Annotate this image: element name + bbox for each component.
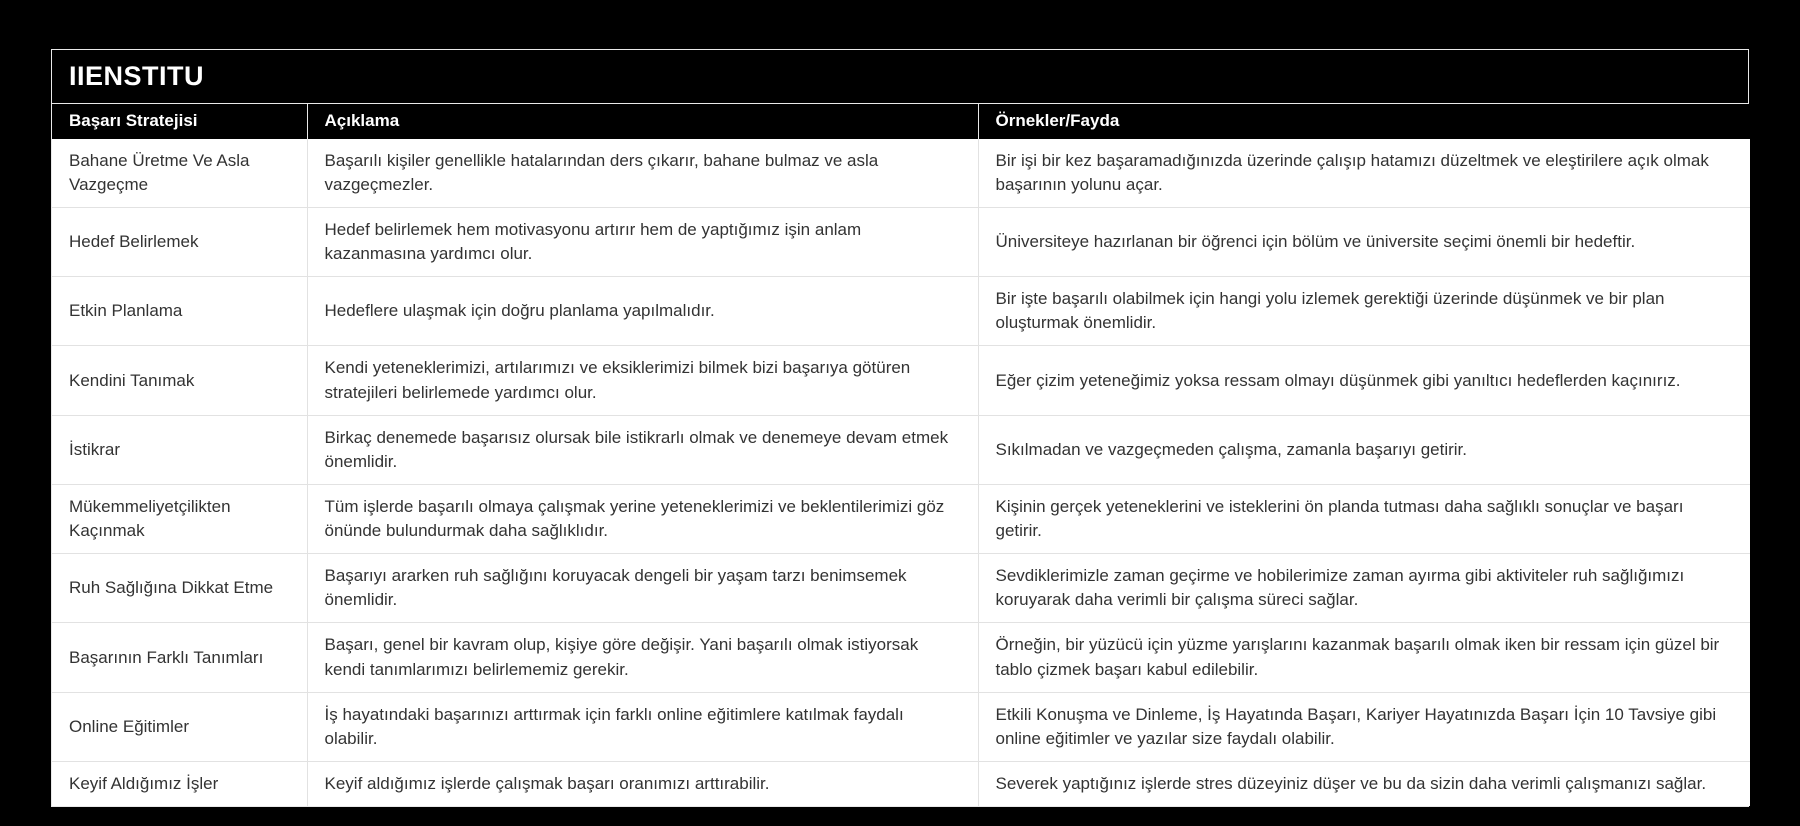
cell-description: Birkaç denemede başarısız olursak bile istikrarlı olmak ve denemeye devam etmek önemlidir. (307, 415, 978, 484)
cell-description: Hedef belirlemek hem motivasyonu artırır hem de yaptığımız işin anlam kazanmasına yardımcı olur. (307, 207, 978, 276)
cell-strategy: Keyif Aldığımız İşler (52, 761, 307, 806)
cell-description: Başarılı kişiler genellikle hatalarından ders çıkarır, bahane bulmaz ve asla vazgeçmezler. (307, 139, 978, 208)
cell-strategy: Başarının Farklı Tanımları (52, 623, 307, 692)
cell-example: Sıkılmadan ve vazgeçmeden çalışma, zamanla başarıyı getirir. (978, 415, 1750, 484)
cell-example: Bir işi bir kez başaramadığınızda üzerinde çalışıp hatamızı düzeltmek ve eleştirilere açık olmak başarının yolunu açar. (978, 139, 1750, 208)
success-strategies-table (52, 104, 1750, 806)
table-row (52, 346, 1750, 415)
cell-description: İş hayatındaki başarınızı arttırmak için farklı online eğitimlere katılmak faydalı olabilir. (307, 692, 978, 761)
cell-example: Kişinin gerçek yeteneklerini ve isteklerini ön planda tutması daha sağlıklı sonuçlar ve başarı getirir. (978, 484, 1750, 553)
title-bar (52, 50, 1748, 104)
cell-strategy: Hedef Belirlemek (52, 207, 307, 276)
brand-title: IIENSTITU (69, 61, 205, 91)
table-row (52, 554, 1750, 623)
column-header-3: Örnekler/Fayda (978, 104, 1750, 139)
cell-strategy: Online Eğitimler (52, 692, 307, 761)
cell-strategy: Etkin Planlama (52, 277, 307, 346)
cell-strategy: İstikrar (52, 415, 307, 484)
column-header-2: Açıklama (307, 104, 978, 139)
cell-strategy: Ruh Sağlığına Dikkat Etme (52, 554, 307, 623)
table-row (52, 207, 1750, 276)
column-header-1: Başarı Stratejisi (52, 104, 307, 139)
cell-strategy: Bahane Üretme Ve Asla Vazgeçme (52, 139, 307, 208)
table-row (52, 139, 1750, 208)
cell-example: Severek yaptığınız işlerde stres düzeyiniz düşer ve bu da sizin daha verimli çalışmanızı sağlar. (978, 761, 1750, 806)
cell-example: Örneğin, bir yüzücü için yüzme yarışlarını kazanmak başarılı olmak iken bir ressam için güzel bir tablo çizmek başarı kabul edilebilir. (978, 623, 1750, 692)
cell-example: Etkili Konuşma ve Dinleme, İş Hayatında Başarı, Kariyer Hayatınızda Başarı İçin 10 Tavsiye gibi online eğitimler ve yazılar size faydalı olabilir. (978, 692, 1750, 761)
cell-description: Kendi yeteneklerimizi, artılarımızı ve eksiklerimizi bilmek bizi başarıya götüren stratejileri belirlemede yardımcı olur. (307, 346, 978, 415)
table-row (52, 761, 1750, 806)
table-row (52, 623, 1750, 692)
cell-example: Üniversiteye hazırlanan bir öğrenci için bölüm ve üniversite seçimi önemli bir hedeftir. (978, 207, 1750, 276)
cell-example: Bir işte başarılı olabilmek için hangi yolu izlemek gerektiği üzerinde düşünmek ve bir plan oluşturmak önemlidir. (978, 277, 1750, 346)
cell-description: Başarı, genel bir kavram olup, kişiye göre değişir. Yani başarılı olmak istiyorsak kendi tanımlarımızı belirlememiz gerekir. (307, 623, 978, 692)
table-row (52, 484, 1750, 553)
strategies-card (51, 49, 1749, 807)
cell-description: Başarıyı ararken ruh sağlığını koruyacak dengeli bir yaşam tarzı benimsemek önemlidir. (307, 554, 978, 623)
header-row (52, 104, 1750, 139)
table-row (52, 415, 1750, 484)
cell-strategy: Mükemmeliyetçilikten Kaçınmak (52, 484, 307, 553)
table-body (52, 139, 1750, 806)
table-row (52, 277, 1750, 346)
cell-description: Keyif aldığımız işlerde çalışmak başarı oranımızı arttırabilir. (307, 761, 978, 806)
cell-example: Eğer çizim yeteneğimiz yoksa ressam olmayı düşünmek gibi yanıltıcı hedeflerden kaçınırız. (978, 346, 1750, 415)
table-row (52, 692, 1750, 761)
cell-description: Hedeflere ulaşmak için doğru planlama yapılmalıdır. (307, 277, 978, 346)
cell-description: Tüm işlerde başarılı olmaya çalışmak yerine yeteneklerimizi ve beklentilerimizi göz önünde bulundurmak daha sağlıklıdır. (307, 484, 978, 553)
cell-strategy: Kendini Tanımak (52, 346, 307, 415)
cell-example: Sevdiklerimizle zaman geçirme ve hobilerimize zaman ayırma gibi aktiviteler ruh sağlığımızı koruyarak daha verimli bir çalışma süreci sağlar. (978, 554, 1750, 623)
